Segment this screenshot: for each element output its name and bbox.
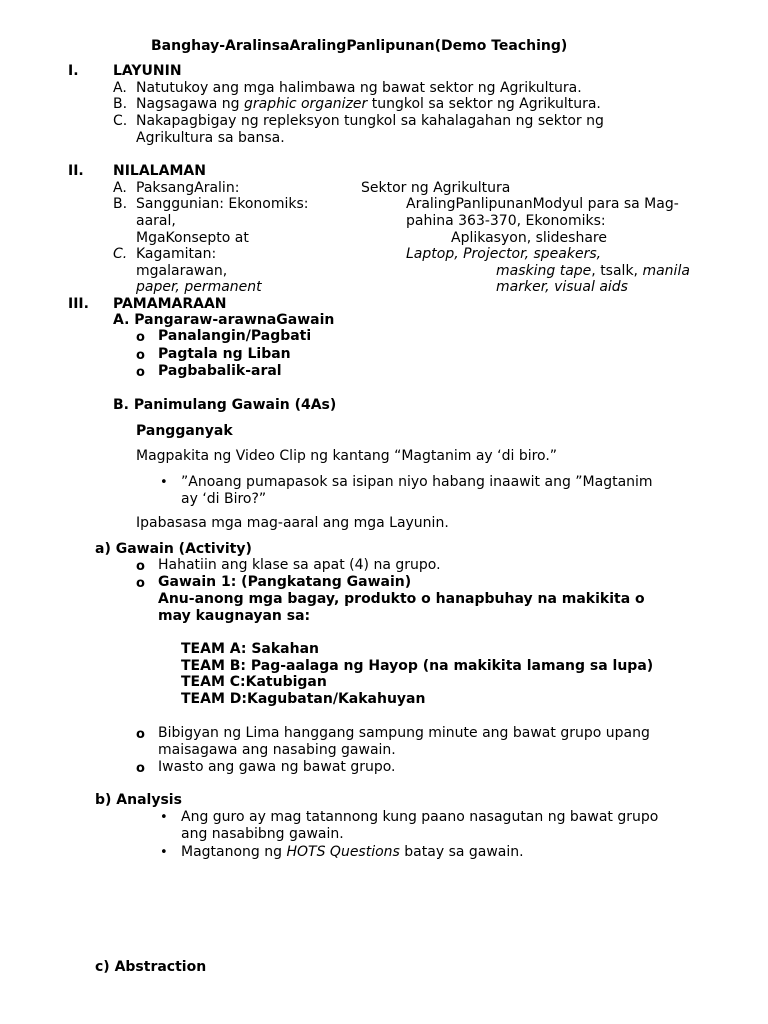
- gawain-item-4: Iwasto ang gawa ng bawat grupo.: [158, 759, 396, 775]
- routine-item-3: Pagbabalik-aral: [158, 363, 282, 379]
- routine-item-1: Panalangin/Pagbati: [158, 328, 312, 344]
- paksa-label: PaksangAralin:: [136, 180, 240, 196]
- circle-bullet: o: [136, 559, 145, 574]
- objective-b-text: Nagsagawa ng graphic organizer tungkol sa sektor ng Agrikultura.: [136, 96, 601, 112]
- kagamitan-left3: paper, permanent: [136, 279, 262, 295]
- video-instruction: Magpakita ng Video Clip ng kantang “Magtanim ay ‘di biro.”: [136, 448, 558, 464]
- circle-bullet: o: [136, 348, 145, 363]
- kagamitan-right3: marker, visual aids: [496, 279, 628, 295]
- section-one-numeral: I.: [68, 63, 79, 79]
- analysis-heading: b) Analysis: [95, 792, 182, 808]
- dot-bullet: •: [160, 845, 168, 860]
- abstraction-heading: c) Abstraction: [95, 959, 207, 975]
- team-d: TEAM D:Kagubatan/Kakahuyan: [181, 691, 426, 707]
- sanggunian-letter: B.: [113, 196, 128, 212]
- analysis-item-1-line2: ang nasabibng gawain.: [181, 826, 344, 842]
- circle-bullet: o: [136, 761, 145, 776]
- objective-a-text: Natutukoy ang mga halimbawa ng bawat sektor ng Agrikultura.: [136, 80, 582, 96]
- kagamitan-right2: masking tape, tsalk, manila: [496, 263, 690, 279]
- objective-c-line1: Nakapagbigay ng repleksyon tungkol sa kahalagahan ng sektor ng: [136, 113, 604, 129]
- kagamitan-letter: C.: [113, 246, 128, 262]
- analysis-item-1-line1: Ang guro ay mag tatannong kung paano nasagutan ng bawat grupo: [181, 809, 659, 825]
- dot-bullet: •: [160, 475, 168, 490]
- section-one-heading: LAYUNIN: [113, 63, 182, 79]
- sanggunian-right3: Aplikasyon, slideshare: [451, 230, 607, 246]
- team-b: TEAM B: Pag-aalaga ng Hayop (na makikita lamang sa lupa): [181, 658, 654, 674]
- circle-bullet: o: [136, 330, 145, 345]
- sanggunian-left2: aaral,: [136, 213, 176, 229]
- circle-bullet: o: [136, 576, 145, 591]
- section-three-heading: PAMAMARAAN: [113, 296, 227, 312]
- section-three-numeral: III.: [68, 296, 89, 312]
- gawain-item-3-line1: Bibigyan ng Lima hanggang sampung minute ang bawat grupo upang: [158, 725, 650, 741]
- objective-c-letter: C.: [113, 113, 128, 129]
- gawain-heading: a) Gawain (Activity): [95, 541, 252, 557]
- gawain-item-3-line2: maisagawa ang nasabing gawain.: [158, 742, 396, 758]
- motivation-question-line2: ay ‘di Biro?”: [181, 491, 267, 507]
- gawain-item-1: Hahatiin ang klase sa apat (4) na grupo.: [158, 557, 441, 573]
- sanggunian-right2: pahina 363-370, Ekonomiks:: [406, 213, 606, 229]
- section-two-numeral: II.: [68, 163, 84, 179]
- routine-item-2: Pagtala ng Liban: [158, 346, 291, 362]
- document-title: Banghay-AralinsaAralingPanlipunan(Demo Teaching): [151, 38, 568, 54]
- paksa-value: Sektor ng Agrikultura: [361, 180, 511, 196]
- kagamitan-left2: mgalarawan,: [136, 263, 228, 279]
- sanggunian-left3: MgaKonsepto at: [136, 230, 249, 246]
- circle-bullet: o: [136, 365, 145, 380]
- section-two-heading: NILALAMAN: [113, 163, 206, 179]
- gawain-item-2-title: Gawain 1: (Pangkatang Gawain): [158, 574, 412, 590]
- pangaraw-arawna-heading: A. Pangaraw-arawnaGawain: [113, 312, 335, 328]
- circle-bullet: o: [136, 727, 145, 742]
- paksa-letter: A.: [113, 180, 127, 196]
- team-a: TEAM A: Sakahan: [181, 641, 319, 657]
- gawain-item-2-line3: may kaugnayan sa:: [158, 608, 311, 624]
- team-c: TEAM C:Katubigan: [181, 674, 327, 690]
- ipabasa-instruction: Ipabasasa mga mag-aaral ang mga Layunin.: [136, 515, 449, 531]
- panimulang-heading: B. Panimulang Gawain (4As): [113, 397, 337, 413]
- analysis-item-2: Magtanong ng HOTS Questions batay sa gawain.: [181, 844, 524, 860]
- sanggunian-right1: AralingPanlipunanModyul para sa Mag-: [406, 196, 679, 212]
- objective-c-line2: Agrikultura sa bansa.: [136, 130, 285, 146]
- objective-b-letter: B.: [113, 96, 128, 112]
- kagamitan-label: Kagamitan:: [136, 246, 217, 262]
- sanggunian-left1: Sanggunian: Ekonomiks:: [136, 196, 309, 212]
- pangganyak-heading: Pangganyak: [136, 423, 233, 439]
- motivation-question-line1: ”Anoang pumapasok sa isipan niyo habang inaawit ang ”Magtanim: [181, 474, 653, 490]
- objective-a-letter: A.: [113, 80, 127, 96]
- kagamitan-right1: Laptop, Projector, speakers,: [406, 246, 602, 262]
- dot-bullet: •: [160, 810, 168, 825]
- gawain-item-2-line2: Anu-anong mga bagay, produkto o hanapbuhay na makikita o: [158, 591, 645, 607]
